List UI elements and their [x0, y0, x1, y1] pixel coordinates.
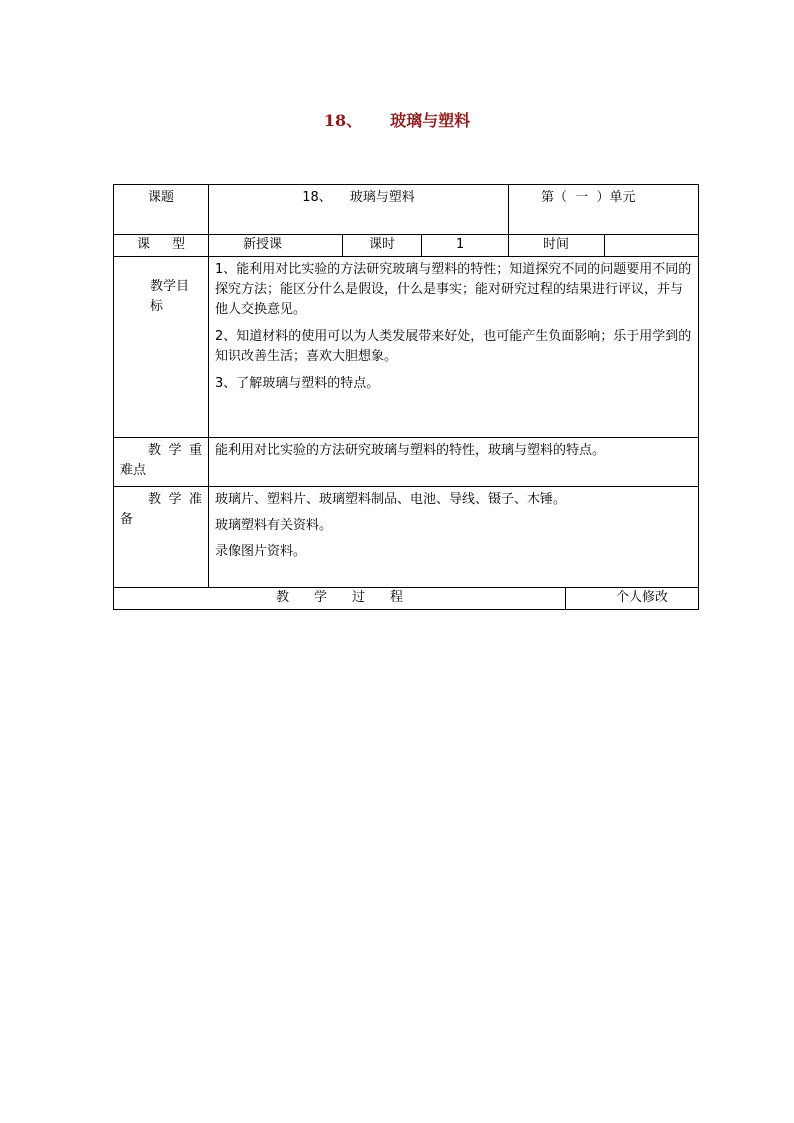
type-label-char-2: 型 [172, 237, 186, 252]
hours-label-cell [343, 235, 422, 257]
time-value-cell [605, 235, 699, 257]
type-value: 新授课 [243, 237, 283, 252]
type-label-char-1: 课 [136, 237, 150, 252]
process-header-cell [114, 588, 566, 610]
key-points-row [114, 438, 699, 487]
topic-number: 18、 [302, 190, 332, 205]
hours-value: 1 [456, 237, 465, 252]
lesson-plan-table [113, 184, 699, 610]
preparation-item-3: 录像图片资料。 [215, 544, 307, 559]
objectives-label-cell [114, 257, 209, 438]
type-row [114, 235, 699, 257]
key-points-label-cell [114, 438, 209, 487]
process-char-3: 过 [352, 590, 366, 605]
objectives-row [114, 257, 699, 438]
preparation-label-char-2: 学 [168, 492, 182, 507]
objectives-label-line-2: 标 [150, 299, 164, 314]
topic-value-cell [209, 185, 509, 235]
page-title [0, 108, 794, 131]
process-char-2: 学 [314, 590, 328, 605]
objective-1: 1、能利用对比实验的方法研究玻璃与塑料的特性；知道探究不同的问题要用不同的探究方法；能区分什么是假设，什么是事实；能对研究过程的结果进行评议，并与他人交换意见。 [215, 262, 692, 317]
preparation-cell [209, 487, 699, 588]
process-char-4: 程 [390, 590, 404, 605]
key-points-label-char-1: 教 [148, 443, 162, 458]
unit-text: 第（ 一 ）单元 [541, 190, 636, 205]
type-value-cell [209, 235, 343, 257]
key-points-label-char-2: 学 [168, 443, 182, 458]
preparation-label-char-1: 教 [148, 492, 162, 507]
topic-label-cell [114, 185, 209, 235]
key-points-cell [209, 438, 699, 487]
page-title-text: 玻璃与塑料 [390, 111, 471, 130]
unit-cell [509, 185, 699, 235]
objective-3: 3、了解玻璃与塑料的特点。 [215, 376, 380, 391]
topic-label: 课题 [147, 190, 174, 205]
key-points-label-char-3: 重 [188, 443, 202, 458]
process-row [114, 588, 699, 610]
preparation-item-1: 玻璃片、塑料片、玻璃塑料制品、电池、导线、镊子、木锤。 [215, 492, 567, 507]
preparation-label-char-3: 准 [188, 492, 202, 507]
time-label-cell [509, 235, 605, 257]
preparation-item-2: 玻璃塑料有关资料。 [215, 518, 333, 533]
preparation-row [114, 487, 699, 588]
preparation-label-cell [114, 487, 209, 588]
key-points-label-line-2: 难点 [120, 463, 147, 478]
personal-edit-label: 个人修改 [616, 590, 669, 605]
personal-edit-cell [566, 588, 699, 610]
objectives-label-line-1: 教学目 [150, 279, 190, 294]
process-char-1: 教 [276, 590, 290, 605]
topic-row [114, 185, 699, 235]
key-points-text: 能利用对比实验的方法研究玻璃与塑料的特性，玻璃与塑料的特点。 [215, 443, 606, 458]
hours-label: 课时 [368, 237, 395, 252]
objectives-cell [209, 257, 699, 438]
type-label-cell [114, 235, 209, 257]
hours-value-cell [422, 235, 509, 257]
page-title-number: 18、 [323, 111, 363, 130]
time-label: 时间 [543, 237, 570, 252]
objective-2: 2、知道材料的使用可以为人类发展带来好处，也可能产生负面影响；乐于用学到的知识改善生活；喜欢大胆想象。 [215, 329, 692, 364]
preparation-label-line-2: 备 [120, 512, 134, 527]
topic-text: 玻璃与塑料 [349, 190, 415, 205]
